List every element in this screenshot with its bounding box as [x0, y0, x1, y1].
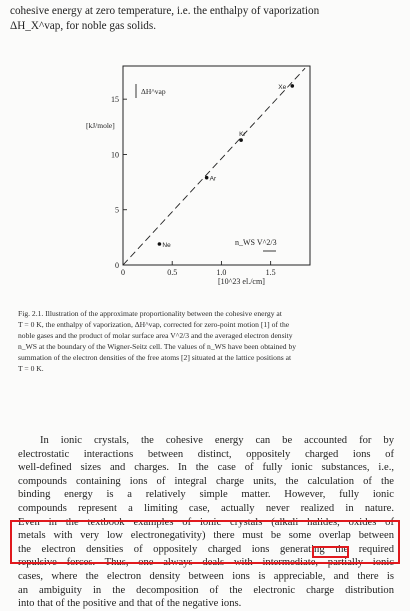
caption-line: Fig. 2.1. Illustration of the approximate proportionality between the cohesive energy at: [18, 309, 282, 318]
x-tick-label: 1.0: [216, 268, 227, 277]
body-line: electrostatic interactions between distinct, oppositely charged ions of: [18, 448, 394, 460]
x-tick-label: 0.5: [167, 268, 178, 277]
body-line: compounds containing ions of integral charge units, the calculation of the: [18, 475, 394, 487]
caption-line: summation of the electron densities of the free atoms [2] situated at the lattice positions at: [18, 353, 292, 362]
body-line: metals with very low electronegativity) there must be some overlap between: [18, 530, 394, 542]
body-line: Even in the textbook examples of ionic crystals (alkali halides, oxides of: [18, 516, 394, 528]
body-line: the electron densities of oppositely charged ions generating the required: [18, 543, 394, 555]
body-line: an ambiguity in the decomposition of the electronic charge distribution: [18, 584, 394, 596]
body-line: well-defined sizes and charges. In the case of fully ionic substances, i.e.,: [18, 462, 394, 474]
x-tick-label: 0: [121, 268, 125, 277]
figure-caption: [18, 308, 392, 374]
x-axis-ticks: [121, 261, 276, 277]
data-point-label: Ar: [209, 175, 217, 183]
trend-line: [123, 68, 305, 265]
body-line: compounds represent a limiting case, actually never realized in nature.: [18, 502, 394, 514]
data-point-label: Xe: [278, 83, 287, 91]
y-axis-unit: [kJ/mole]: [86, 121, 115, 130]
intro-line: ΔH_X^vap, for noble gas solids.: [10, 20, 157, 32]
data-point-label: Kr: [239, 131, 246, 139]
caption-line: T = 0 K, the enthalpy of vaporization, ΔH^vap, corrected for zero-point motion [1] of the: [18, 320, 290, 329]
figure-2-1-chart: [0, 0, 410, 300]
data-point-label: Ne: [162, 241, 171, 249]
data-point: [290, 84, 294, 88]
y-axis-label: ΔH^vap: [141, 87, 166, 96]
y-tick-label: 5: [115, 205, 119, 215]
y-tick-label: 10: [111, 150, 119, 160]
data-point: [158, 242, 162, 246]
caption-line: T = 0 K.: [18, 364, 44, 373]
data-point: [239, 138, 243, 142]
body-line: cases, where the electron density between ions is appreciable, and there is: [18, 570, 394, 582]
body-line: binding energy is a relatively simple matter. However, fully ionic: [18, 489, 394, 501]
body-line: repulsive forces. Thus, one always deals with intermediate, partially ionic: [18, 557, 394, 569]
data-points: [158, 84, 294, 249]
body-line: into that of the positive and that of the negative ions.: [18, 598, 242, 610]
x-axis-label: n_WS V^2/3: [235, 238, 277, 247]
caption-line: n_WS at the boundary of the Wigner-Seitz cell. The values of n_WS have been obtained by: [18, 342, 297, 351]
intro-line: cohesive energy at zero temperature, i.e. the enthalpy of vaporization: [10, 5, 320, 17]
data-point: [205, 176, 209, 180]
x-tick-label: 1.5: [265, 268, 276, 277]
body-paragraph: [18, 434, 394, 611]
caption-line: noble gases and the product of molar surface area V^2/3 and the averaged electron density: [18, 331, 293, 340]
x-axis-unit: [10^23 el./cm]: [218, 277, 265, 286]
body-line: In ionic crystals, the cohesive energy can be accounted for by: [40, 435, 394, 446]
y-tick-label: 15: [111, 95, 119, 105]
y-tick-label: 0: [115, 261, 119, 270]
